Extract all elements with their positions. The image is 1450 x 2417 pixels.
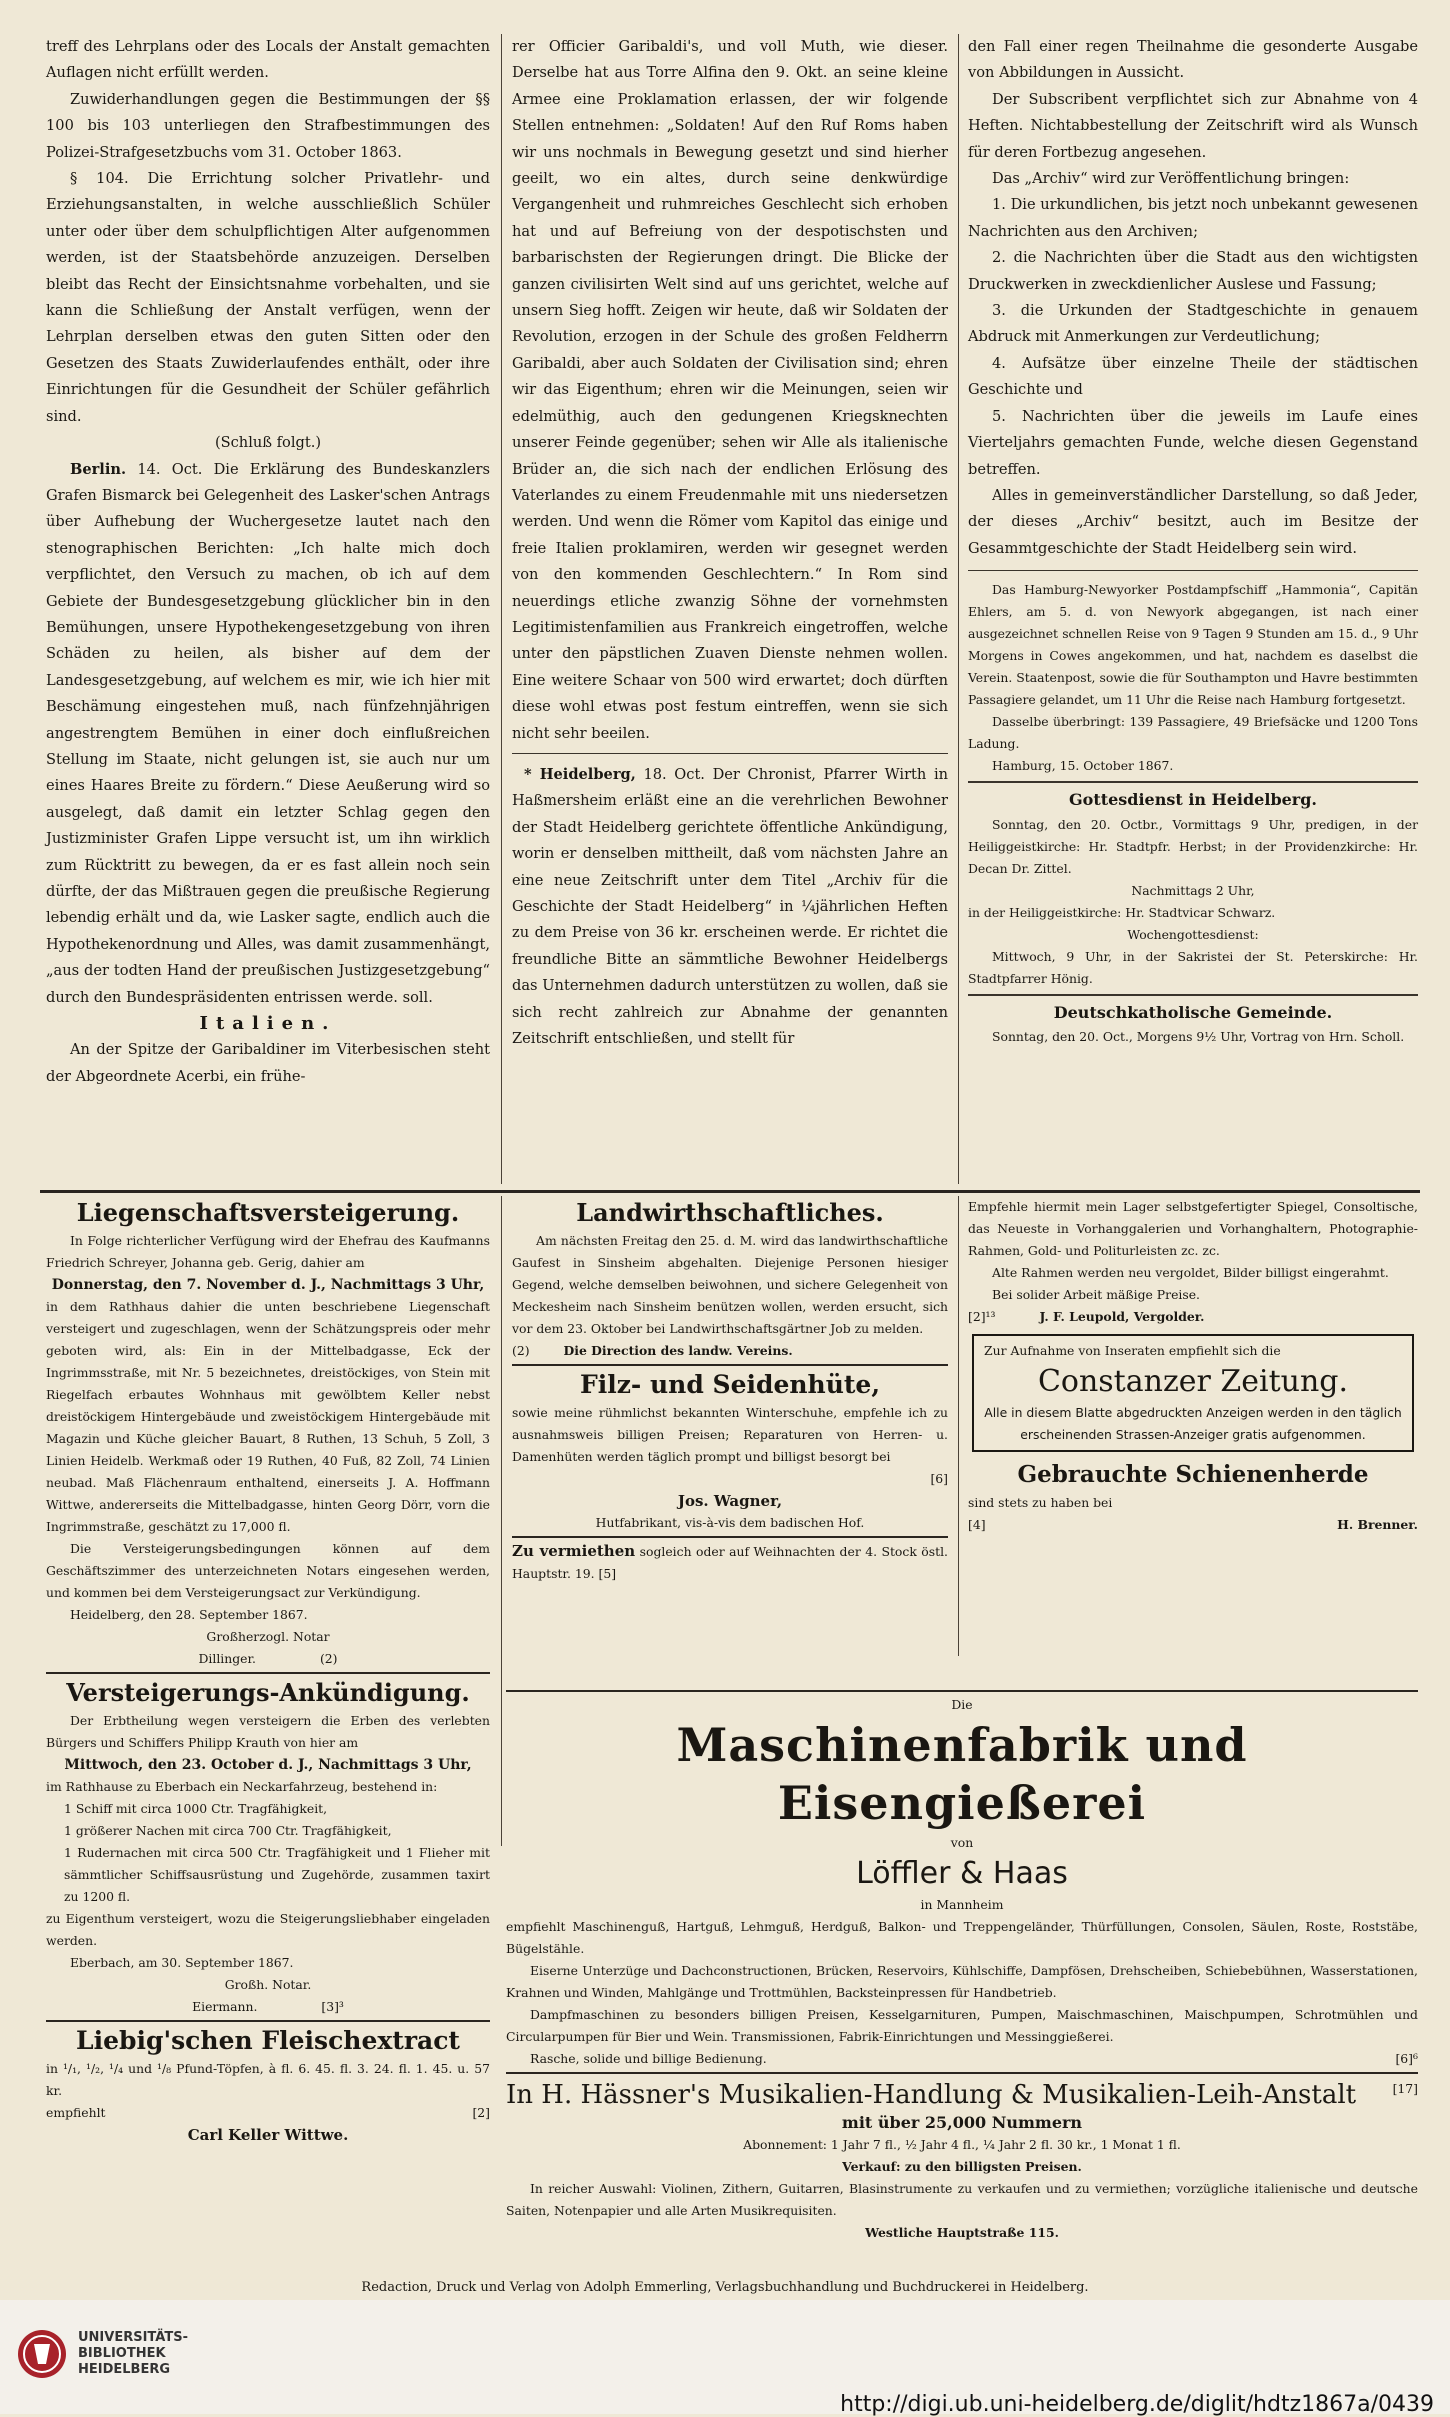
article-text: § 104. Die Errichtung solcher Privatlehr- und Erziehungsanstalten, in welche ausschließlich Schüler unter oder über dem schulpflichtigen Alter aufgenommen werden, ist der Staatsbehörde anzuzeigen. Derselben bleibt das Recht der Einsichtsnahme vorbehalten, und sie kann die Schließung der Anstalt verfügen, wenn der Lehrplan derselben etwas den guten Sitten oder den Gesetzen des Staats Zuwiderlaufendes enthält, oder ihre Einrichtungen für die Gesundheit der Schüler gefährlich sind. [46, 170, 490, 425]
source-url-link[interactable]: http://digi.ub.uni-heidelberg.de/diglit/hdtz1867a/0439 [840, 2392, 1434, 2417]
church-text: Nachmittags 2 Uhr, [1131, 882, 1255, 898]
ad-text: Rasche, solide und billige Bedienung. [530, 2051, 767, 2066]
article-berlin: Berlin. 14. Oct. Die Erklärung des Bundeskanzlers Grafen Bismarck bei Gelegenheit des Lasker'schen Antrags über Aufhebung der Wuchergesetze lautet nach den stenographischen Berichten: „Ich halte mich doch verpflichtet, den Versuch zu machen, ob ich auf dem Gebiete der Bundesgesetzgebung glücklicher bin in den Bemühungen, unsere Hypothekengesetzgebung von ihren Schäden zu heilen, als bisher auf dem der Landesgesetzgebung, auf welchem es mir, wie ich hier mit Beschämung eingestehen muß, nach fünfzehnjährigen angestrengtem Bemühen in einer doch einflußreichen Stellung im Staate, nicht gelungen ist, sie auch nur um eines Haares Breite zu fördern.“ Diese Aeußerung wird so ausgelegt, daß damit ein letzter Schlag gegen den Justizminister Grafen Lippe versucht ist, um ihn wirklich zum Rücktritt zu bewegen, da er es fast allein noch sein dürfte, der das Mißtrauen gegen die preußische Regierung lebendig erhält und da, wie Lasker sagte, endlich auch die Hypothekenordnung und Alles, was damit zusammenhängt, „aus der todten Hand der preußischen Justizgesetzgebung“ durch den Bundespräsidenten entrissen werde. soll. [46, 460, 491, 1006]
ship-notice: Dasselbe überbringt: 139 Passagiere, 49 Briefsäcke und 1200 Tons Ladung. [968, 714, 1418, 752]
dateline: Berlin. [70, 460, 127, 478]
ad-text: Der Erbtheilung wegen versteigern die Erben des verlebten Bürgers und Schiffers Philipp Krauth von hier am [46, 1713, 490, 1750]
ad-signature: Die Direction des landw. Vereins. [563, 1343, 793, 1358]
ad-number: [2]¹³ [968, 1309, 996, 1324]
list-item: 1. Die urkundlichen, bis jetzt noch unbekannt gewesenen Nachrichten aus den Archiven; [968, 196, 1418, 240]
ad-signature: Dillinger. [198, 1651, 256, 1666]
ad-signature: Jos. Wagner, [677, 1492, 783, 1510]
seal-icon [16, 2328, 68, 2380]
ad-number: (2) [512, 1343, 530, 1358]
ad-text: Westliche Hauptstraße 115. [865, 2225, 1059, 2240]
dateline: * Heidelberg, [524, 765, 636, 783]
ad-text: Alle in diesem Blatte abgedruckten Anzeigen werden in den täglich erscheinenden Strassen-Anzeiger gratis aufgenommen. [984, 1405, 1402, 1442]
ad-title: Maschinenfabrik und Eisengießerei [676, 1718, 1248, 1830]
column-divider [958, 34, 959, 1184]
library-logo[interactable] [16, 2328, 188, 2384]
ad-date: Mittwoch, den 23. October d. J., Nachmittags 3 Uhr, [64, 1757, 472, 1773]
article-text: Zuwiderhandlungen gegen die Bestimmungen der §§ 100 bis 103 unterliegen den Strafbestimmungen des Polizei-Strafgesetzbuchs vom 31. October 1863. [46, 90, 490, 161]
ad-text: Verkauf: zu den billigsten Preisen. [842, 2159, 1082, 2174]
church-text: Mittwoch, 9 Uhr, in der Sakristei der St. Peterskirche: Hr. Stadtpfarrer Hönig. [968, 948, 1418, 986]
ad-text: mit über 25,000 Nummern [841, 2113, 1083, 2132]
ad-text: Großh. Notar. [224, 1977, 312, 1992]
article-text: treff des Lehrplans oder des Locals der Anstalt gemachten Auflagen nicht erfüllt werden. [46, 38, 490, 82]
article-text: An der Spitze der Garibaldiner im Viterbesischen steht der Abgeordnete Acerbi, ein frühe- [46, 1041, 490, 1085]
ad-text: sogleich oder auf Weihnachten der 4. Stock östl. Hauptstr. 19. [512, 1544, 948, 1581]
ad-text: Empfehle hiermit mein Lager selbstgefertigter Spiegel, Consoltische, das Neueste in Vorhanggalerien und Vorhanghaltern, Photographie-Rahmen, Gold- und Politurleisten zc. zc. [968, 1199, 1418, 1258]
ad-box [972, 1334, 1414, 1452]
church-heading: Deutschkatholische Gemeinde. [1053, 1002, 1333, 1022]
article-text: Der Subscribent verpflichtet sich zur Abnahme von 4 Heften. Nichtabbestellung der Zeitschrift wird als Wunsch für deren Fortbezug angesehen. [968, 90, 1418, 161]
list-item: 5. Nachrichten über die jeweils im Laufe eines Vierteljahrs gemachten Funde, welche diesen Gegenstand betreffen. [968, 407, 1418, 478]
ad-text: im Rathhause zu Eberbach ein Neckarfahrzeug, bestehend in: [46, 1779, 438, 1794]
logo-line: HEIDELBERG [78, 2362, 171, 2377]
article-text: Alles in gemeinverständlicher Darstellung, so daß Jeder, der dieses „Archiv“ besitzt, auch im Besitze der Gesammtgeschichte der Stadt Heidelberg sein wird. [968, 486, 1418, 557]
ad-text: Großherzogl. Notar [206, 1629, 330, 1644]
ads-column-3 [968, 1196, 1418, 1536]
ad-text: sowie meine rühmlichst bekannten Winterschuhe, empfehle ich zu ausnahmsweis billigen Preisen; Reparaturen von Herren- u. Damenhüten werden täglich prompt und billigst besorgt bei [512, 1405, 948, 1464]
ad-firm: Löffler & Haas [856, 1856, 1068, 1891]
ad-text: Bei solider Arbeit mäßige Preise. [992, 1287, 1200, 1302]
ad-signature: Carl Keller Wittwe. [187, 2126, 349, 2144]
ad-signature: H. Brenner. [1337, 1517, 1418, 1532]
list-item: 4. Aufsätze über einzelne Theile der städtischen Geschichte und [968, 354, 1418, 399]
church-text: Sonntag, den 20. Octbr., Vormittags 9 Uhr, predigen, in der Heiliggeistkirche: Hr. Stadtpfr. Herbst; in der Providenzkirche: Hr. Decan Dr. Zittel. [968, 816, 1418, 876]
column-divider [958, 1196, 959, 1656]
column-2 [512, 34, 948, 1052]
ad-date: Donnerstag, den 7. November d. J., Nachmittags 3 Uhr, [51, 1277, 485, 1293]
ad-title: Gebrauchte Schienenherde [1017, 1461, 1369, 1488]
list-item: 3. die Urkunden der Stadtgeschichte in genauem Abdruck mit Anmerkungen zur Verdeutlichung; [968, 302, 1418, 346]
ad-text: In Folge richterlicher Verfügung wird der Ehefrau des Kaufmanns Friedrich Schreyer, Johanna geb. Gerig, dahier am [46, 1233, 490, 1270]
church-text: Sonntag, den 20. Oct., Morgens 9½ Uhr, Vortrag von Hrn. Scholl. [992, 1028, 1405, 1044]
ad-text: Die [951, 1697, 973, 1712]
logo-line: UNIVERSITÄTS- [78, 2330, 188, 2345]
ad-text: In reicher Auswahl: Violinen, Zithern, Guitarren, Blasinstrumente zu verkaufen und zu vermiethen; vorzügliche italienische und deutsche Saiten, Notenpapier und alle Arten Musikrequisiten. [506, 2181, 1418, 2218]
ad-text: Eberbach, am 30. September 1867. [70, 1955, 294, 1970]
ad-list-item: 1 größerer Nachen mit circa 700 Ctr. Tragfähigkeit, [64, 1823, 392, 1838]
ad-list-item: 1 Schiff mit circa 1000 Ctr. Tragfähigkeit, [64, 1801, 328, 1816]
ad-signature: Eiermann. [192, 1999, 258, 2014]
ship-notice: Hamburg, 15. October 1867. [992, 758, 1174, 774]
ad-list-item: 1 Rudernachen mit circa 500 Ctr. Tragfähigkeit und 1 Flieher mit sämmtlicher Schiffsausrüstung und Zugehörde, zusammen taxirt zu 1200 fl. [64, 1845, 490, 1904]
ad-text: Abonnement: 1 Jahr 7 fl., ½ Jahr 4 fl., ¼ Jahr 2 fl. 30 kr., 1 Monat 1 fl. [743, 2137, 1181, 2152]
ads-column-1 [46, 1196, 490, 2146]
ad-text: Hutfabrikant, vis-à-vis dem badischen Hof. [595, 1515, 865, 1530]
imprint: Redaction, Druck und Verlag von Adolph Emmerling, Verlagsbuchhandlung und Buchdruckerei in Heidelberg. [361, 2280, 1089, 2295]
ad-number: [17] [1392, 2081, 1418, 2096]
ship-notice: Das Hamburg-Newyorker Postdampfschiff „Hammonia“, Capitän Ehlers, am 5. d. von Newyork abgegangen, ist nach einer ausgezeichnet schnellen Reise von 9 Tagen 9 Stunden am 15. d., 9 Uhr Morgens in Cowes angekommen, und hat, nachdem es daselbst die Verein. Staatenpost, sowie die für Southampton und Havre bestimmten Passagiere gelandet, um 11 Uhr die Reise nach Hamburg fortgesetzt. [968, 582, 1418, 708]
ad-text: Dampfmaschinen zu besonders billigen Preisen, Kesselgarnituren, Pumpen, Maischmaschinen, Maischpumpen, Schrotmühlen und Circularpumpen für Bier und Wein. Transmissionen, Fabrik-Einrichtungen und Messinggießerei. [506, 2007, 1418, 2044]
ad-text: empfiehlt [46, 2105, 106, 2120]
article-note: (Schluß folgt.) [214, 434, 322, 452]
ad-number: [6] [930, 1471, 948, 1486]
ad-number: [3]³ [321, 1999, 344, 2014]
ad-title: Liegenschaftsversteigerung. [76, 1198, 460, 1227]
ad-title: Filz- und Seidenhüte, [579, 1370, 881, 1399]
church-text: Wochengottesdienst: [1127, 926, 1259, 942]
ad-text: Alte Rahmen werden neu vergoldet, Bilder billigst eingerahmt. [992, 1265, 1389, 1280]
article-text: den Fall einer regen Theilnahme die gesonderte Ausgabe von Abbildungen in Aussicht. [968, 38, 1418, 82]
ad-title: Versteigerungs-Ankündigung. [66, 1678, 470, 1707]
church-heading: Gottesdienst in Heidelberg. [1068, 790, 1317, 810]
ad-text: in dem Rathhaus dahier die unten beschriebene Liegenschaft versteigert und zugeschlagen, wenn der Schätzungspreis oder mehr geboten wird, als: Ein in der Mittelbadgasse, Eck der Ingrimmsstraße, mit Nr. 5 bezeichnetes, dreistöckiges, von Stein mit Riegelfach erbautes Wohnhaus mit gewölbtem Keller nebst dreistöckigem Hintergebäude und zweistöckigem Hintergebäude mit Magazin und Küche gleicher Bauart, 8 Ruthen, 13 Schuh, 5 Zoll, 3 Linien Heidelb. Werkmaß oder 19 Ruthen, 40 Fuß, 82 Zoll, 74 Linien neubad. Maß Flächenraum enthaltend, einerseits J. A. Hoffmann Wittwe, andererseits die Mittelbadgasse, hinten Georg Dörr, vorn die Ingrimmstraße, geschätzt zu 17,000 fl. [46, 1299, 490, 1534]
section-heading: Italien. [199, 1013, 337, 1035]
column-1 [46, 34, 490, 1090]
ad-text: in Mannheim [920, 1897, 1004, 1912]
logo-line: BIBLIOTHEK [78, 2346, 166, 2361]
ad-title: Constanzer Zeitung. [1037, 1364, 1349, 1399]
list-item: 2. die Nachrichten über die Stadt aus den wichtigsten Druckwerken in zweckdienlicher Auslese und Fassung; [968, 249, 1418, 293]
article-text: rer Officier Garibaldi's, und voll Muth, wie dieser. Derselbe hat aus Torre Alfina den 9. Okt. an seine kleine Armee eine Proklamation erlassen, der wir folgende Stellen entnehmen: „Soldaten! Auf den Ruf Roms haben wir uns nochmals in Bewegung gesetzt und sind hierher geeilt, wo ein altes, durch seine denkwürdige Vergangenheit und ruhmreiches Geschlecht sich erhoben hat und auf Befreiung von der despotischsten und barbarischsten der Regierungen dringt. Die Blicke der ganzen civilisirten Welt sind auf uns gerichtet, welche auf unsern Sieg hofft. Zeigen wir heute, daß wir Soldaten der Revolution, erzogen in der Schule des großen Feldherrn Garibaldi, aber auch Soldaten der Civilisation sind; ehren wir das Eigenthum; ehren wir die Meinungen, seien wir edelmüthig, auch den gedungenen Kriegsknechten unserer Feinde gegenüber; sehen wir Alle als italienische Brüder an, die sich nach der endlichen Erlösung des Vaterlandes zu einem Freudenmahle mit uns niedersetzen werden. Und wenn die Römer vom Kapitol das einige und freie Italien proklamiren, werden wir gesegnet werden von den kommenden Geschlechtern.“ In Rom sind neuerdings etliche zwanzig Söhne der vornehmsten Legitimistenfamilien aus Frankreich eingetroffen, welche unter den päpstlichen Zuaven Dienste nehmen wollen. Eine weitere Schaar von 500 wird erwartet; doch dürften diese wohl etwas post festum eintreffen, wenn sie sich nicht sehr beeilen. [512, 38, 948, 742]
ad-title: Zu vermiethen [512, 1542, 636, 1560]
ad-text: empfiehlt Maschinenguß, Hartguß, Lehmguß, Herdguß, Balkon- und Treppengeländer, Thürfüllungen, Consolen, Säulen, Roste, Roststäbe, Bügelstähle. [506, 1919, 1418, 1956]
ad-text: sind stets zu haben bei [968, 1495, 1113, 1510]
column-3 [968, 34, 1418, 1048]
column-divider [501, 1196, 502, 1846]
ad-number: [2] [472, 2105, 490, 2120]
ad-title: In H. Hässner's Musikalien-Handlung & Musikalien-Leih-Anstalt [506, 2080, 1357, 2110]
ad-number: [5] [598, 1566, 617, 1581]
ad-number: [6]⁶ [1395, 2051, 1418, 2066]
ad-number: [4] [968, 1517, 986, 1532]
article-heidelberg: * Heidelberg, 18. Oct. Der Chronist, Pfarrer Wirth in Haßmersheim erläßt eine an die verehrlichen Bewohner der Stadt Heidelberg gerichtete öffentliche Ankündigung, worin er denselben mittheilt, daß vom nächsten Jahre an eine neue Zeitschrift unter dem Titel „Archiv für die Geschichte der Stadt Heidelberg“ in ¼jährlichen Heften zu dem Preise von 36 kr. erscheinen werde. Er richtet die freundliche Bitte an sämmtliche Bewohner Heidelbergs das Unternehmen dadurch unterstützen zu wollen, daß sie sich recht zahlreich zur Abnahme der genannten Zeitschrift entschließen, und stellt für [512, 765, 949, 1048]
ad-maschinenfabrik [506, 1690, 1418, 2244]
ads-column-2 [512, 1196, 948, 1585]
ad-text: von [950, 1835, 974, 1850]
ad-title: Liebig'schen Fleischextract [76, 2026, 460, 2055]
article-text: Das „Archiv“ wird zur Veröffentlichung bringen: [992, 170, 1350, 188]
ad-text: Heidelberg, den 28. September 1867. [70, 1607, 308, 1622]
ad-text: Eiserne Unterzüge und Dachconstructionen, Brücken, Reservoirs, Kühlschiffe, Dampfösen, Drehscheiben, Schiebebühnen, Wasserstationen, Krahnen und Winden, Mahlgänge und Trottmühlen, Backsteinpressen für Handbetrieb. [506, 1963, 1418, 2000]
ad-text: in ¹/₁, ¹/₂, ¹/₄ und ¹/₈ Pfund-Töpfen, à fl. 6. 45. fl. 3. 24. fl. 1. 45. u. 57 kr. [46, 2061, 490, 2098]
ad-signature: J. F. Leupold, Vergolder. [1039, 1309, 1205, 1324]
church-text: in der Heiliggeistkirche: Hr. Stadtvicar Schwarz. [968, 904, 1276, 920]
column-divider [501, 34, 502, 1184]
ad-number: (2) [319, 1651, 338, 1666]
ad-text: zu Eigenthum versteigert, wozu die Steigerungsliebhaber eingeladen werden. [46, 1911, 490, 1948]
ad-text: Die Versteigerungsbedingungen können auf dem Geschäftszimmer des unterzeichneten Notars eingesehen werden, und kommen bei dem Versteigerungsact zur Verkündigung. [46, 1541, 490, 1600]
ad-title: Landwirthschaftliches. [576, 1198, 884, 1227]
section-rule [40, 1190, 1420, 1193]
ad-text: Am nächsten Freitag den 25. d. M. wird das landwirthschaftliche Gaufest in Sinsheim abgehalten. Diejenige Personen hiesiger Gegend, welche demselben beiwohnen, und sichere Gelegenheit von Meckesheim nach Sinsheim benützen wollen, werden ersucht, sich vor dem 23. Oktober bei Landwirthschaftsgärtner Job zu melden. [512, 1233, 948, 1336]
ad-text: Zur Aufnahme von Inseraten empfiehlt sich die [984, 1343, 1281, 1358]
